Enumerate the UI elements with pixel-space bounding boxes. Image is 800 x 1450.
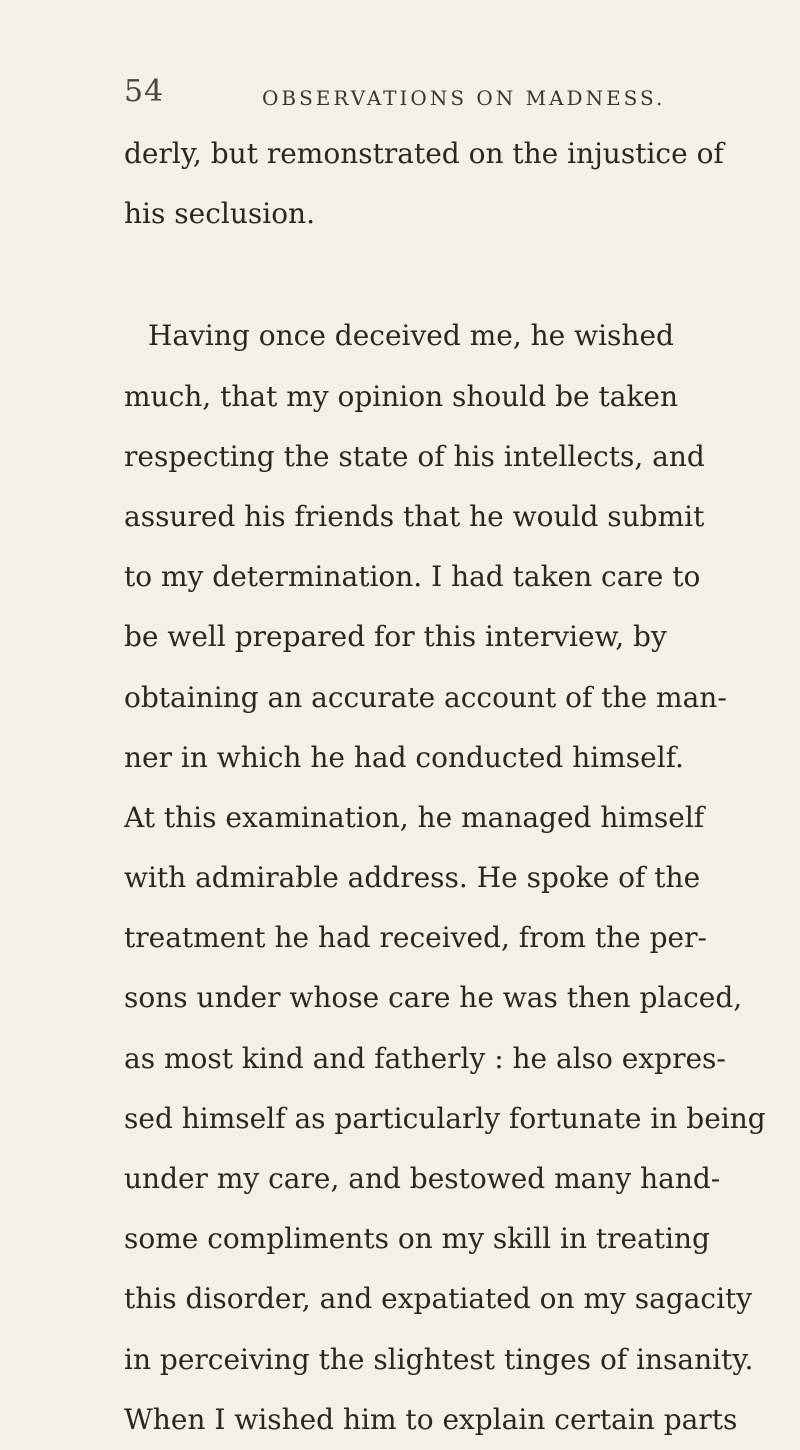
text-line: this disorder, and expatiated on my sagacity <box>124 1282 753 1316</box>
paragraph-1 <box>124 124 784 244</box>
text-line: his seclusion. <box>124 197 315 231</box>
text-line: much, that my opinion should be taken <box>124 379 678 413</box>
text-line: some compliments on my skill in treating <box>124 1222 710 1256</box>
text-line: be well prepared for this interview, by <box>124 620 667 654</box>
text-line: to my determination. I had taken care to <box>124 560 701 594</box>
text-line: treatment he had received, from the per- <box>124 921 707 955</box>
text-line: Having once deceived me, he wished <box>148 319 674 353</box>
text-line: sed himself as particularly fortunate in being <box>124 1101 766 1135</box>
text-line: assured his friends that he would submit <box>124 499 705 533</box>
text-line: ner in which he had conducted himself. <box>124 740 684 774</box>
text-line: respecting the state of his intellects, and <box>124 439 705 473</box>
text-line: under my care, and bestowed many hand- <box>124 1162 721 1195</box>
page-header <box>124 74 764 114</box>
text-line: in perceiving the slightest tinges of insanity. <box>124 1342 754 1376</box>
paragraph-2 <box>124 306 784 1450</box>
page-number: 54 <box>124 74 165 109</box>
text-line: obtaining an accurate account of the man- <box>124 680 727 714</box>
text-line: sons under whose care he was then placed, <box>124 981 743 1015</box>
text-line: as most kind and fatherly : he also expres- <box>124 1041 726 1075</box>
text-line: with admirable address. He spoke of the <box>124 861 701 895</box>
body-text <box>124 124 784 1450</box>
paragraph-gap <box>124 244 784 306</box>
text-line: derly, but remonstrated on the injustice of <box>124 137 724 170</box>
text-line: When I wished him to explain certain parts <box>124 1402 738 1436</box>
text-line: At this examination, he managed himself <box>124 800 705 834</box>
running-head: OBSERVATIONS ON MADNESS. <box>262 86 666 110</box>
